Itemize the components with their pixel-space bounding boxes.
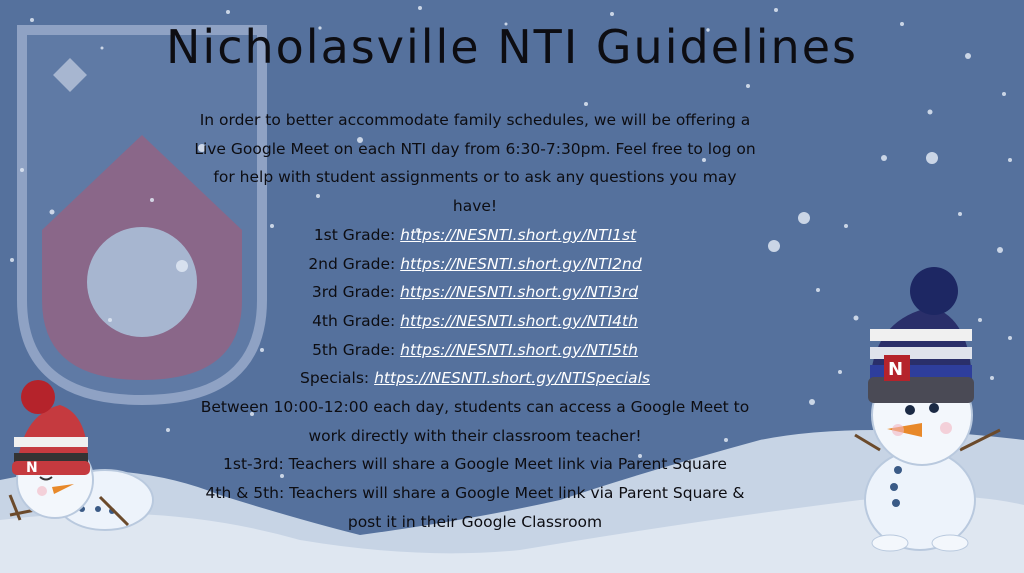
grade-link-5th[interactable]: https://NESNTI.short.gy/NTI5th [400,340,638,359]
page-title: Nicholasville NTI Guidelines [166,20,858,74]
grade-link-row [150,278,800,307]
grade-link-3rd[interactable]: https://NESNTI.short.gy/NTI3rd [400,283,639,302]
closing-line: Between 10:00-12:00 each day, students can access a Google Meet to [200,398,750,417]
closing-line: 1st-3rd: Teachers will share a Google Meet link via Parent Square [223,455,727,474]
intro-line: In order to better accommodate family schedules, we will be offering a [199,111,751,129]
sleeping-snowman-illustration [0,375,170,535]
grade-link-row [150,336,800,365]
grade-link-1st[interactable]: https://NESNTI.short.gy/NTI1st [400,225,637,244]
grade-link-row [150,307,800,336]
closing-line: 4th & 5th: Teachers will share a Google Meet link via Parent Square & [205,484,745,503]
grade-link-row [150,364,800,393]
grade-label-5th: 5th Grade: [312,340,396,359]
grade-link-2nd[interactable]: https://NESNTI.short.gy/NTI2nd [400,254,642,273]
closing-line: post it in their Google Classroom [347,512,603,531]
grade-link-4th[interactable]: https://NESNTI.short.gy/NTI4th [400,311,638,330]
guidelines-body [150,106,800,537]
intro-line: for help with student assignments or to ask any questions you may [213,168,737,187]
grade-label-4th: 4th Grade: [312,311,396,330]
grade-label-3rd: 3rd Grade: [311,283,396,302]
specials-link[interactable]: https://NESNTI.short.gy/NTISpecials [374,369,650,388]
closing-line: work directly with their classroom teacher! [308,426,642,445]
grade-label-2nd: 2nd Grade: [308,254,396,273]
specials-label: Specials: [300,369,370,388]
grade-link-row [150,221,800,250]
intro-line: Live Google Meet on each NTI day from 6:30-7:30pm. Feel free to log on [194,139,756,158]
grade-link-row [150,250,800,279]
grade-label-1st: 1st Grade: [313,225,396,244]
standing-snowman-illustration [850,265,1024,560]
intro-line: have! [452,197,498,216]
hat-letter: N [26,460,38,476]
hat-letter: N [888,359,904,380]
